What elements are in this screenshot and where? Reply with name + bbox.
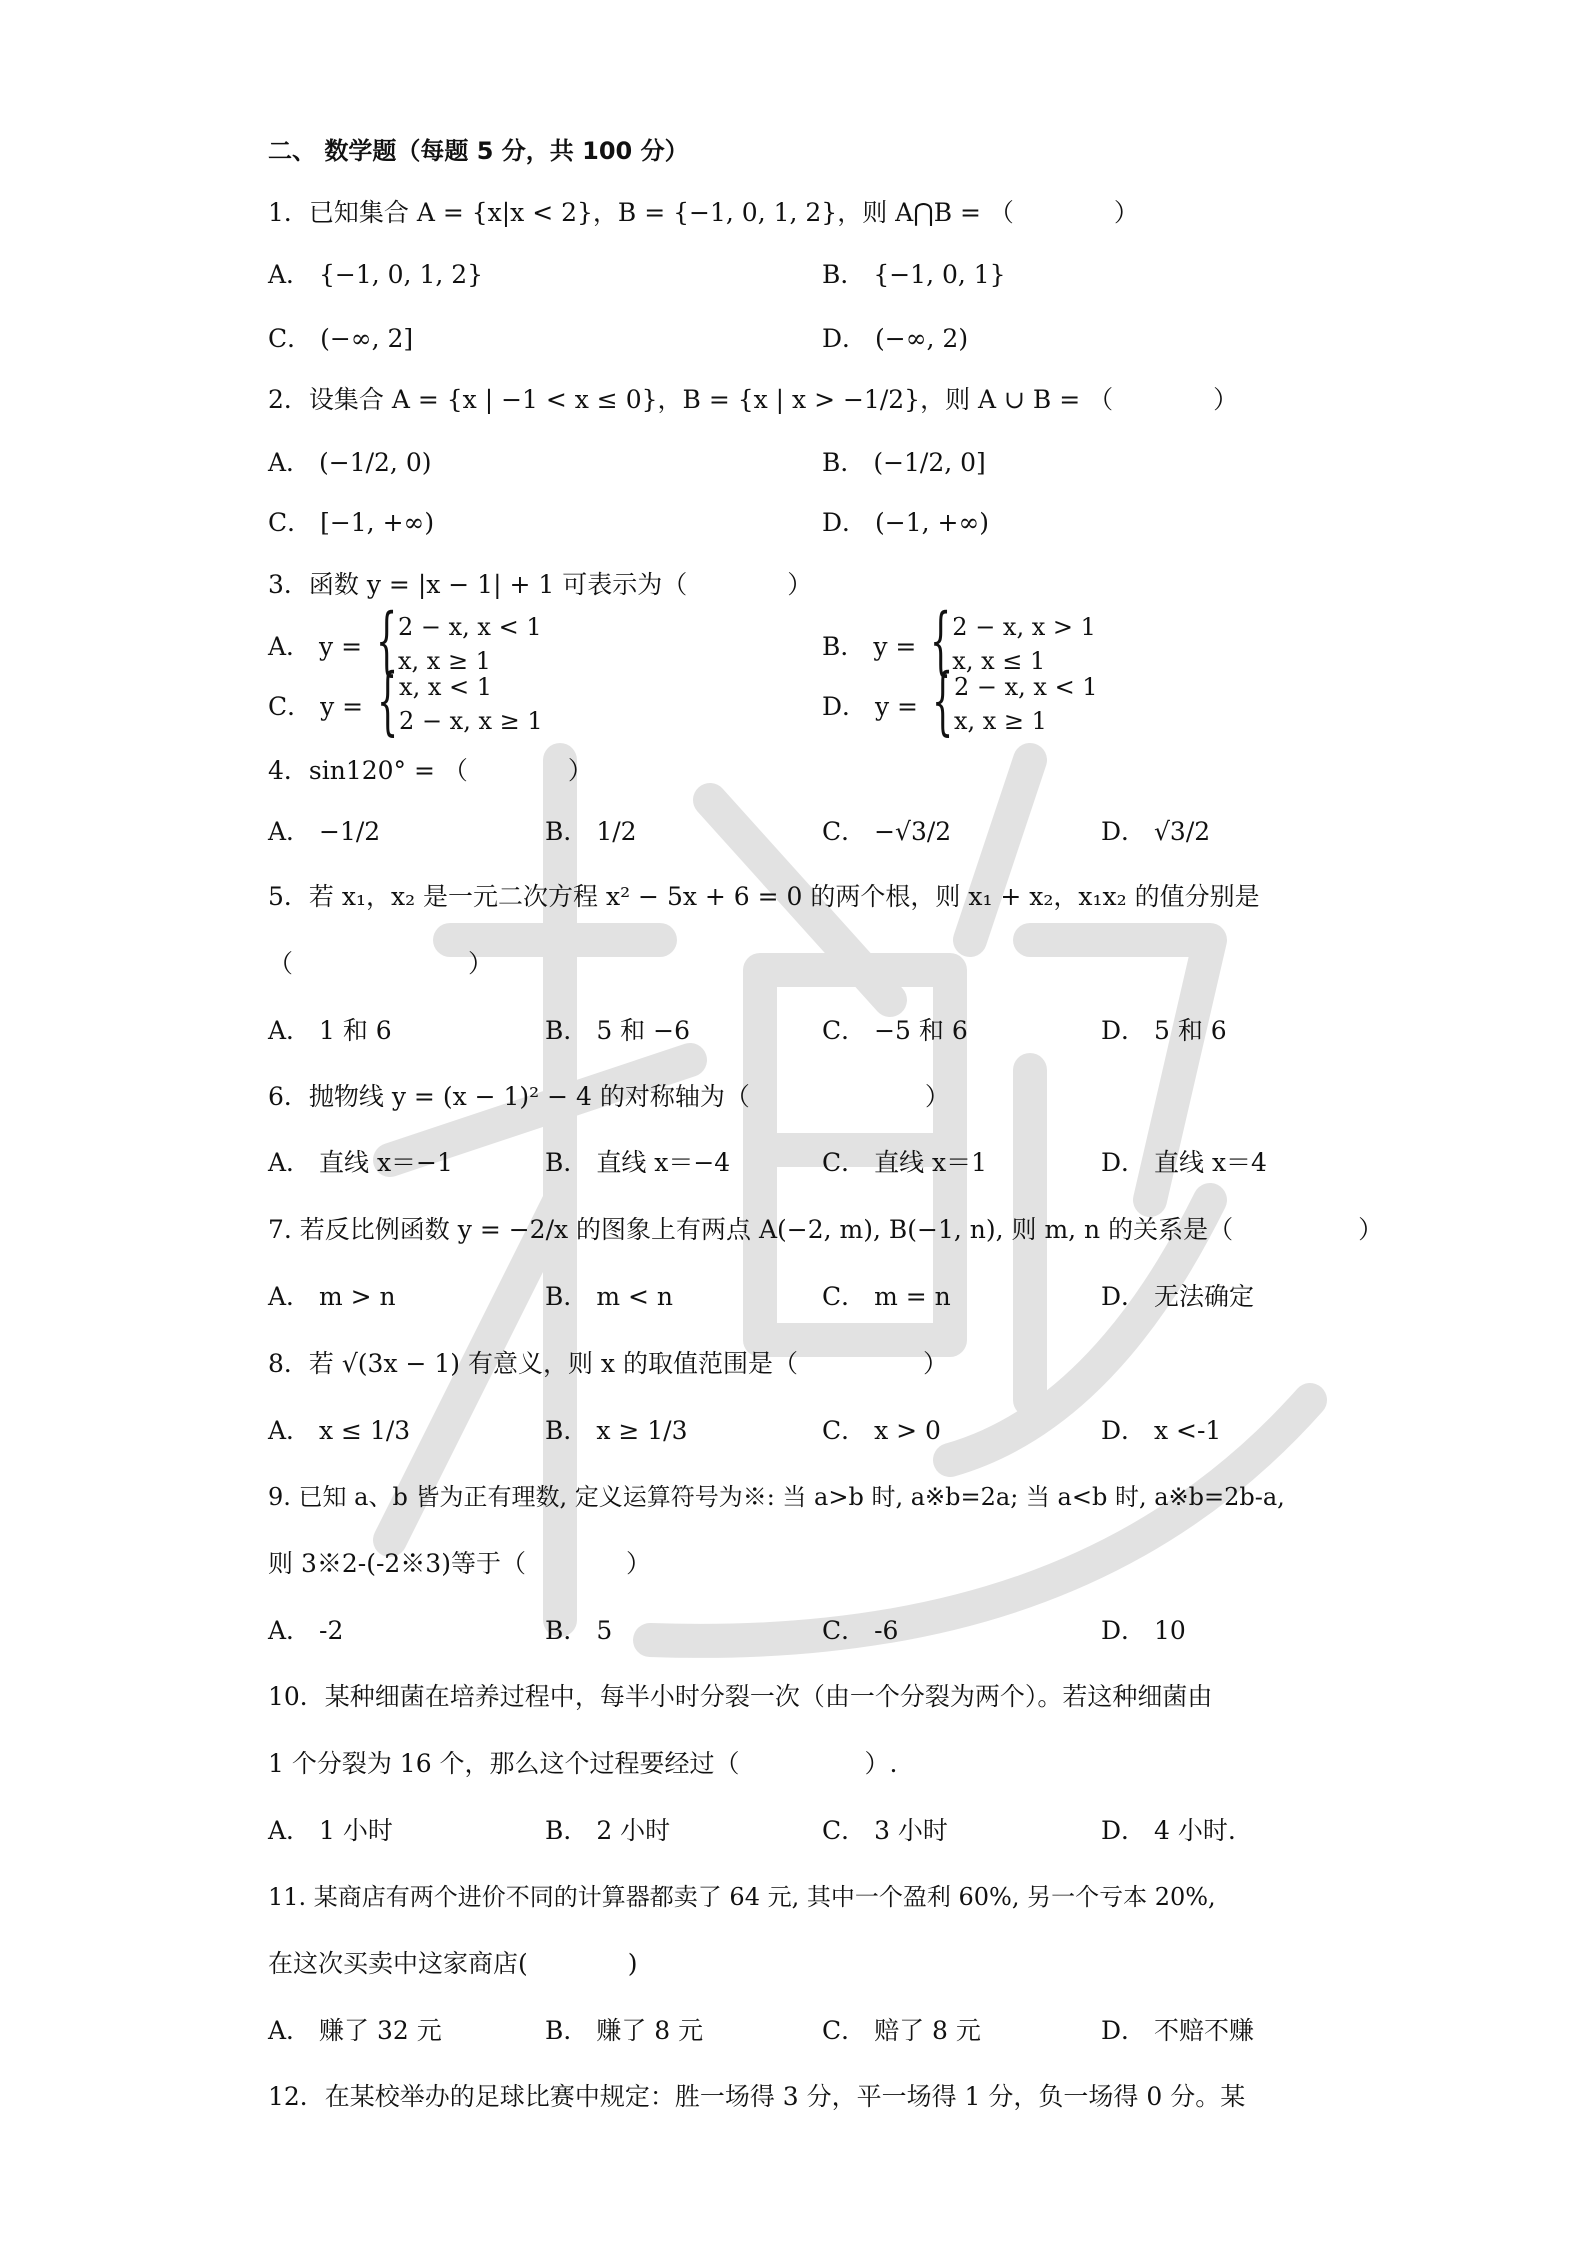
question-10-option-d: D． 4 小时. — [1101, 1816, 1236, 1845]
question-2-stem: 2．设集合 A = {x | −1 < x ≤ 0}，B = {x | x > −1/2}，则 A ∪ B = （ ） — [268, 385, 1239, 414]
piecewise-c-row-1: x, x < 1 — [399, 673, 493, 701]
question-4-option-c: C． −√3/2 — [822, 817, 952, 846]
question-1-option-c: C． (−∞, 2] — [268, 324, 414, 353]
question-8-stem: 8．若 √(3x − 1) 有意义，则 x 的取值范围是（ ） — [268, 1349, 948, 1378]
question-10-option-c: C． 3 小时 — [822, 1816, 948, 1845]
question-6-option-a: A． 直线 x＝−1 — [268, 1148, 453, 1177]
question-9-stem-line-1: 9. 已知 a、b 皆为正有理数, 定义运算符号为※: 当 a>b 时, a※b=2a; 当 a<b 时, a※b=2b-a, — [268, 1483, 1285, 1511]
question-5-stem: 5．若 x₁，x₂ 是一元二次方程 x² − 5x + 6 = 0 的两个根，则 x₁ + x₂，x₁x₂ 的值分别是 — [268, 882, 1260, 911]
question-1-option-d: D． (−∞, 2) — [822, 324, 969, 353]
piecewise-b: { 2 − x, x > 1 x, x ≤ 1 — [930, 598, 1096, 684]
question-12-stem-line-1: 12．在某校举办的足球比赛中规定：胜一场得 3 分，平一场得 1 分，负一场得 0 分。某 — [268, 2082, 1246, 2111]
question-3-stem: 3．函数 y = |x − 1| + 1 可表示为（ ） — [268, 570, 813, 599]
question-8-option-a: A． x ≤ 1/3 — [268, 1416, 411, 1445]
question-10-option-b: B． 2 小时 — [545, 1816, 671, 1845]
option-a-label: A． y = — [268, 632, 363, 661]
question-7-option-d: D． 无法确定 — [1101, 1282, 1254, 1311]
piecewise-a-row-2: x, x ≥ 1 — [397, 647, 491, 675]
question-2-option-d: D． (−1, +∞) — [822, 508, 990, 537]
piecewise-a: { 2 − x, x < 1 x, x ≥ 1 — [375, 598, 542, 684]
question-5-option-c: C． −5 和 6 — [822, 1016, 968, 1045]
question-6-option-c: C． 直线 x＝1 — [822, 1148, 988, 1177]
question-9-stem-line-2: 则 3※2-(-2※3)等于（ ） — [268, 1549, 651, 1578]
section-title: 二、 数学题（每题 5 分，共 100 分） — [268, 137, 689, 165]
question-11-stem-line-2: 在这次买卖中这家商店( ) — [268, 1949, 638, 1978]
piecewise-c-row-2: 2 − x, x ≥ 1 — [399, 707, 543, 735]
question-9-option-c: C． -6 — [822, 1616, 899, 1645]
option-c-label: C． y = — [268, 692, 364, 721]
piecewise-d-row-2: x, x ≥ 1 — [953, 707, 1047, 735]
question-9-option-d: D． 10 — [1101, 1616, 1186, 1645]
piecewise-d-row-1: 2 − x, x < 1 — [953, 673, 1098, 701]
question-10-option-a: A． 1 小时 — [268, 1816, 393, 1845]
question-11-option-a: A． 赚了 32 元 — [268, 2016, 442, 2045]
question-4-option-d: D． √3/2 — [1101, 817, 1211, 846]
question-7-option-c: C． m = n — [822, 1282, 951, 1311]
question-2-option-a: A． (−1/2, 0) — [268, 448, 432, 477]
question-1-stem: 1．已知集合 A = {x|x < 2}，B = {−1, 0, 1, 2}，则 A⋂B = （ ） — [268, 198, 1139, 227]
question-4-stem: 4．sin120° = （ ） — [268, 756, 593, 785]
question-11-option-c: C． 赔了 8 元 — [822, 2016, 981, 2045]
piecewise-b-row-1: 2 − x, x > 1 — [952, 613, 1096, 641]
question-1-option-b: B． {−1, 0, 1} — [822, 260, 1006, 289]
question-7-option-a: A． m > n — [268, 1282, 396, 1311]
question-2-option-b: B． (−1/2, 0] — [822, 448, 986, 477]
question-8-option-b: B． x ≥ 1/3 — [545, 1416, 688, 1445]
question-9-option-a: A． -2 — [268, 1616, 344, 1645]
question-6-option-d: D． 直线 x＝4 — [1101, 1148, 1267, 1177]
question-7-option-b: B． m < n — [545, 1282, 673, 1311]
question-10-stem-line-1: 10．某种细菌在培养过程中，每半小时分裂一次（由一个分裂为两个）。若这种细菌由 — [268, 1682, 1213, 1711]
question-5-paren: （ ） — [268, 949, 494, 978]
piecewise-d: { 2 − x, x < 1 x, x ≥ 1 — [931, 658, 1098, 744]
question-4-option-a: A． −1/2 — [268, 817, 381, 846]
question-3-option-c — [268, 658, 637, 744]
piecewise-c: { x, x < 1 2 − x, x ≥ 1 — [377, 658, 543, 744]
question-5-option-d: D． 5 和 6 — [1101, 1016, 1227, 1045]
question-4-option-b: B． 1/2 — [545, 817, 637, 846]
question-11-option-d: D． 不赔不赚 — [1101, 2016, 1254, 2045]
question-6-option-b: B． 直线 x＝−4 — [545, 1148, 731, 1177]
question-10-stem-line-2: 1 个分裂为 16 个，那么这个过程要经过（ ）. — [268, 1749, 898, 1778]
question-8-option-d: D． x <-1 — [1101, 1416, 1222, 1445]
question-1-option-a: A． {−1, 0, 1, 2} — [268, 260, 484, 289]
option-b-label: B． y = — [822, 632, 917, 661]
question-5-option-b: B． 5 和 −6 — [545, 1016, 690, 1045]
option-d-label: D． y = — [822, 692, 919, 721]
question-8-option-c: C． x > 0 — [822, 1416, 941, 1445]
piecewise-b-row-2: x, x ≤ 1 — [952, 647, 1046, 675]
question-3-option-d — [822, 658, 1192, 744]
question-6-stem: 6．抛物线 y = (x − 1)² − 4 的对称轴为（ ） — [268, 1082, 950, 1111]
question-2-option-c: C． [−1, +∞) — [268, 508, 435, 537]
question-5-option-a: A． 1 和 6 — [268, 1016, 392, 1045]
question-11-option-b: B． 赚了 8 元 — [545, 2016, 704, 2045]
question-9-option-b: B． 5 — [545, 1616, 613, 1645]
piecewise-a-row-1: 2 − x, x < 1 — [397, 613, 542, 641]
question-7-stem: 7. 若反比例函数 y = −2/x 的图象上有两点 A(−2, m), B(−1, n), 则 m, n 的关系是（ ） — [268, 1215, 1384, 1244]
question-11-stem-line-1: 11. 某商店有两个进价不同的计算器都卖了 64 元, 其中一个盈利 60%, 另一个亏本 20%, — [268, 1883, 1216, 1911]
